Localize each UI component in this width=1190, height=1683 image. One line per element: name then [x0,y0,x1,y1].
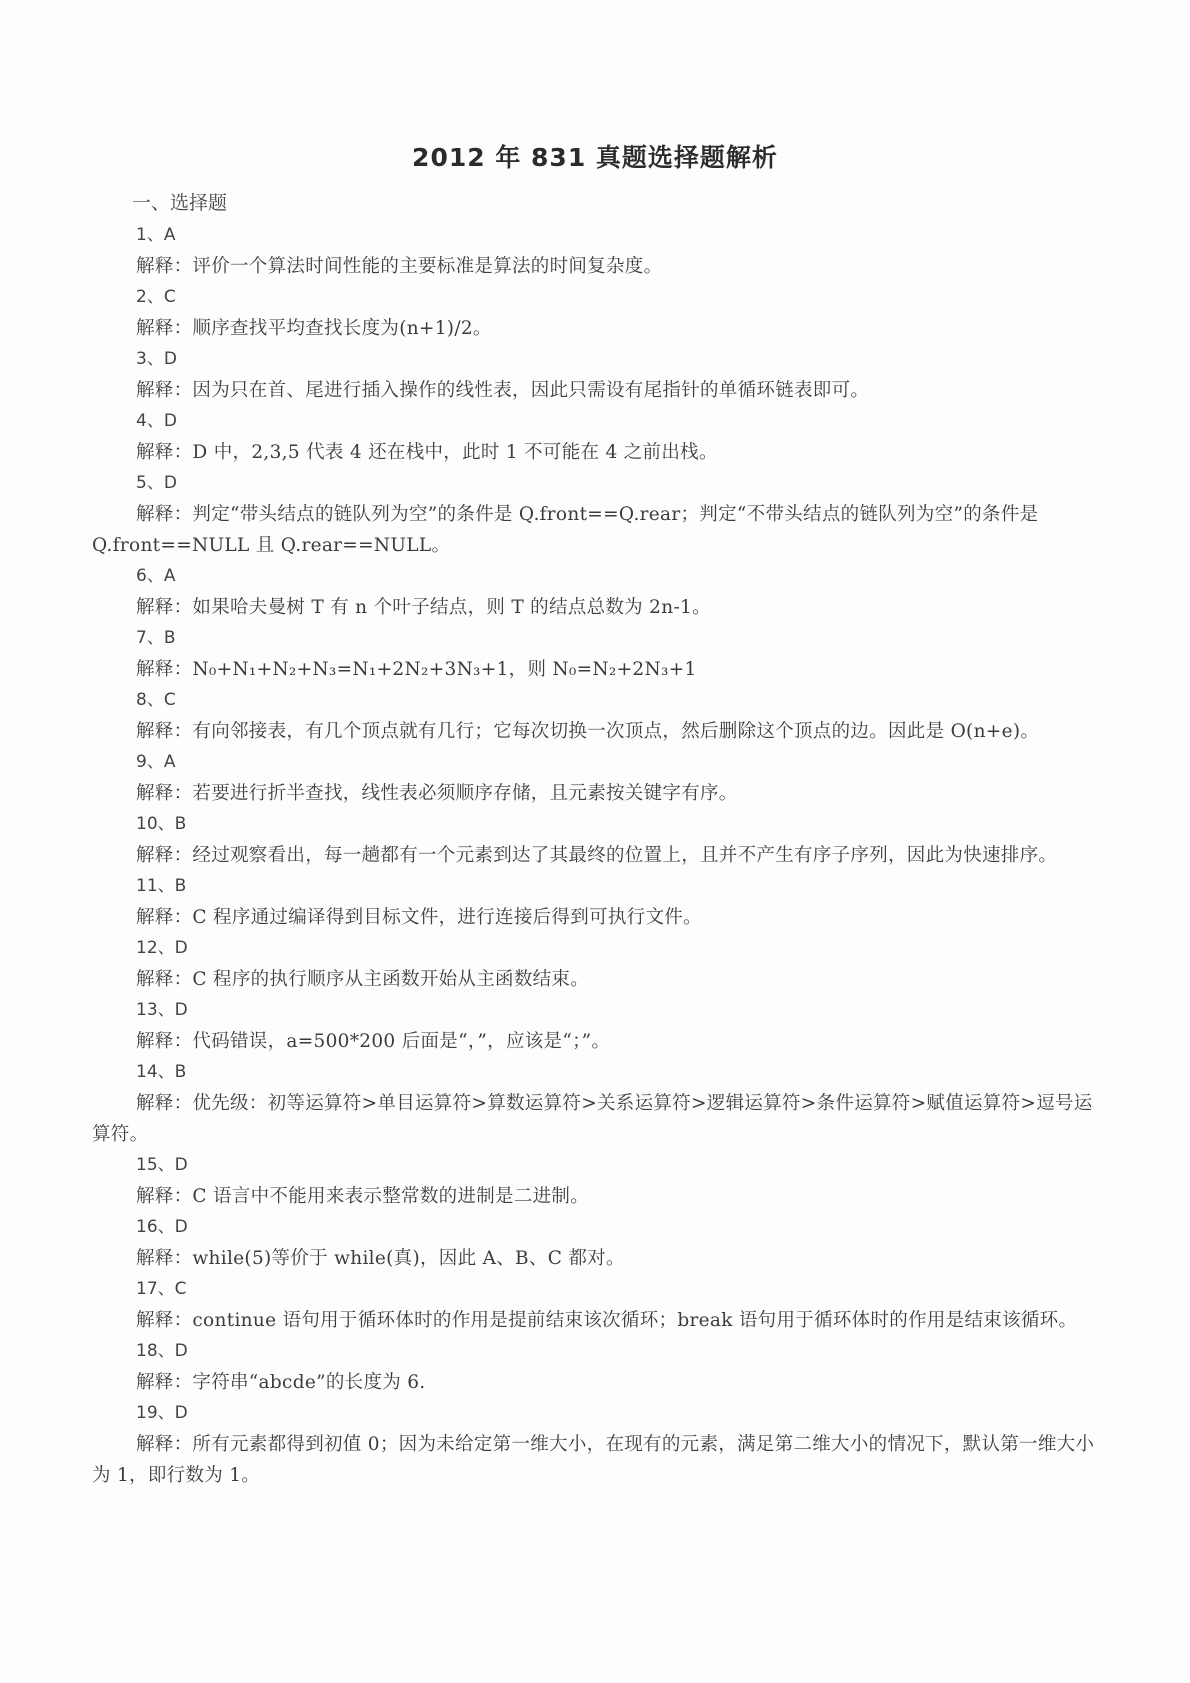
answer-number: 19、D [136,1403,188,1423]
answer-explanation: 解释：D 中，2,3,5 代表 4 还在栈中，此时 1 不可能在 4 之前出栈。 [136,442,718,463]
answer-explanation: 解释：C 程序通过编译得到目标文件，进行连接后得到可执行文件。 [136,907,702,928]
answer-number: 14、B [136,1062,187,1082]
answer-explanation: 解释：所有元素都得到初值 0；因为未给定第一维大小，在现有的元素，满足第二维大小的情况下，默认第一维大小为 1，即行数为 1。 [92,1434,1095,1486]
answer-explanation: 解释：因为只在首、尾进行插入操作的线性表，因此只需设有尾指针的单循环链表即可。 [136,380,870,401]
section-heading: 一、选择题 [132,192,228,214]
answer-number: 4、D [136,411,177,431]
answer-number: 12、D [136,938,188,958]
answer-explanation: 解释：判定“带头结点的链队列为空”的条件是 Q.front==Q.rear；判定“不带头结点的链队列为空”的条件是 Q.front==NULL 且 Q.rear==NULL。 [92,504,1039,556]
question-item [92,1274,1102,1336]
answer-number: 16、D [136,1217,188,1237]
answer-explanation: 解释：经过观察看出，每一趟都有一个元素到达了其最终的位置上，且并不产生有序子序列，因此为快速排序。 [136,845,1058,866]
answer-number: 2、C [136,287,176,307]
answer-number: 10、B [136,814,187,834]
answer-number: 1、A [136,225,176,245]
question-list [92,220,1102,1491]
answer-number: 11、B [136,876,187,896]
answer-explanation: 解释：continue 语句用于循环体时的作用是提前结束该次循环；break 语句用于循环体时的作用是结束该循环。 [136,1310,1078,1331]
answer-explanation: 解释：评价一个算法时间性能的主要标准是算法的时间复杂度。 [136,256,663,277]
question-item [92,933,1102,995]
question-item [92,623,1102,685]
answer-number: 9、A [136,752,176,772]
answer-explanation: 解释：while(5)等价于 while(真)，因此 A、B、C 都对。 [136,1248,625,1269]
answer-number: 17、C [136,1279,187,1299]
question-item [92,1212,1102,1274]
answer-number: 7、B [136,628,176,648]
answer-explanation: 解释：C 程序的执行顺序从主函数开始从主函数结束。 [136,969,590,990]
answer-number: 5、D [136,473,177,493]
answer-explanation: 解释：如果哈夫曼树 T 有 n 个叶子结点，则 T 的结点总数为 2n-1。 [136,597,711,618]
answer-explanation: 解释：优先级：初等运算符>单目运算符>算数运算符>关系运算符>逻辑运算符>条件运算符>赋值运算符>逗号运算符。 [92,1093,1093,1145]
question-item [92,468,1102,561]
question-item [92,1057,1102,1150]
page-title: 2012 年 831 真题选择题解析 [412,143,778,172]
question-item [92,1150,1102,1212]
question-item [92,685,1102,747]
question-item [92,1398,1102,1491]
question-item [92,220,1102,282]
answer-number: 18、D [136,1341,188,1361]
answer-number: 3、D [136,349,177,369]
question-item [92,406,1102,468]
question-item [92,995,1102,1057]
question-item [92,809,1102,871]
question-item [92,871,1102,933]
question-item [92,747,1102,809]
answer-number: 8、C [136,690,176,710]
answer-explanation: 解释：若要进行折半查找，线性表必须顺序存储，且元素按关键字有序。 [136,783,738,804]
answer-explanation: 解释：顺序查找平均查找长度为(n+1)/2。 [136,318,492,339]
answer-number: 6、A [136,566,176,586]
answer-number: 15、D [136,1155,188,1175]
answer-explanation: 解释：代码错误，a=500*200 后面是“，”，应该是“；”。 [136,1031,611,1052]
answer-explanation: 解释：字符串“abcde”的长度为 6. [136,1372,426,1393]
question-item [92,561,1102,623]
question-item [92,344,1102,406]
answer-explanation: 解释：N₀+N₁+N₂+N₃=N₁+2N₂+3N₃+1，则 N₀=N₂+2N₃+1 [136,659,697,680]
question-item [92,1336,1102,1398]
answer-number: 13、D [136,1000,188,1020]
answer-explanation: 解释：有向邻接表，有几个顶点就有几行；它每次切换一次顶点，然后删除这个顶点的边。因此是 O(n+e)。 [136,721,1040,742]
question-item [92,282,1102,344]
answer-explanation: 解释：C 语言中不能用来表示整常数的进制是二进制。 [136,1186,590,1207]
